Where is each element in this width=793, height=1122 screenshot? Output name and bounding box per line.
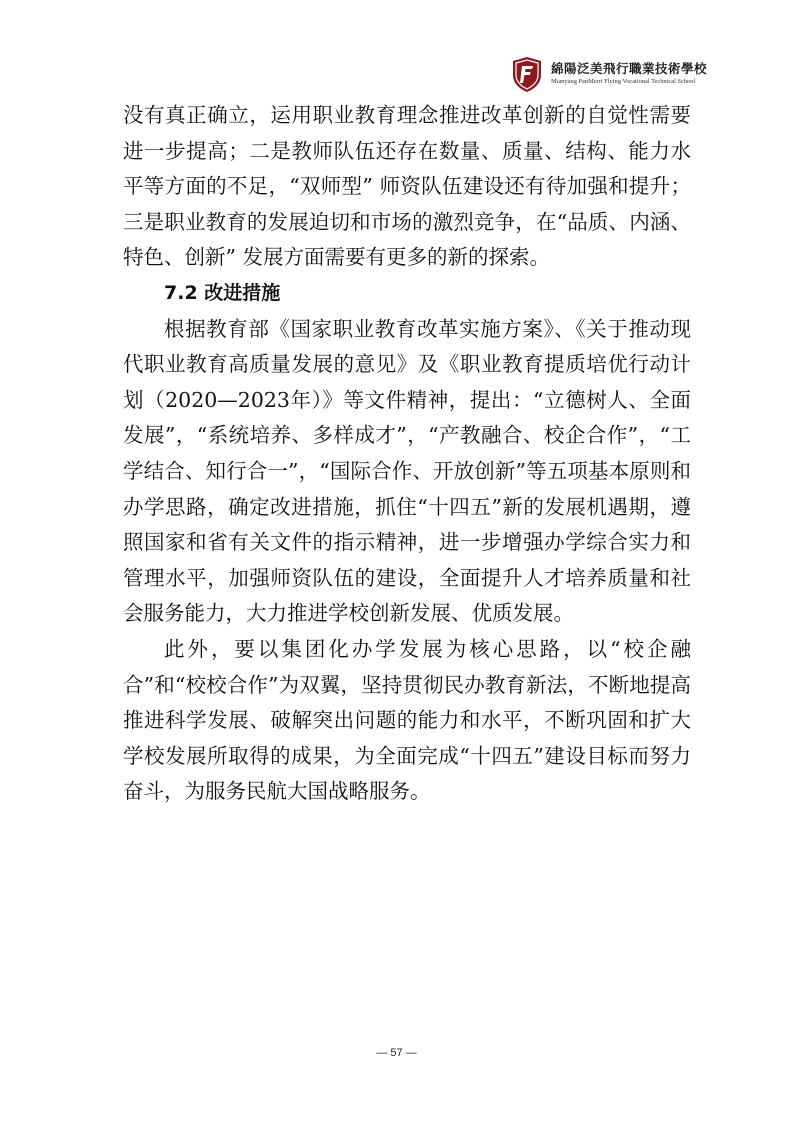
- school-name-en: Mianyang PanMerri Flying Vocational Technical School: [550, 77, 696, 85]
- section-heading: 7.2 改进措施: [164, 281, 281, 304]
- page-number: — 57 —: [376, 1047, 417, 1059]
- paragraph-measures: 根据教育部《国家职业教育改革实施方案》、《关于推动现代职业教育高质量发展的意见》及《职业教育提质培优行动计划（2020—2023年）》等文件精神，提出：“立德树人、全面发展”，“系统培养、多样成才”，“产教融合、校企合作”，“工学结合、知行合一”，“国际合作、开放创新”等五项基本原则和办学思路，确定改进措施，抓住“十四五”新的发展机遇期，遵照国家和省有关文件的指示精神，进一步增强办学综合实力和管理水平，加强师资队伍的建设，全面提升人才培养质量和社会服务能力，大力推进学校创新发展、优质发展。: [123, 316, 691, 626]
- document-body: [123, 98, 691, 810]
- school-name-cn: 綿陽泛美飛行職業技術學校: [550, 61, 707, 77]
- paragraph-additional: 此外，要以集团化办学发展为核心思路，以“校企融合”和“校校合作”为双翼，坚持贯彻民办教育新法，不断地提高推进科学发展、破解突出问题的能力和水平，不断巩固和扩大学校发展所取得的成果，为全面完成“十四五”建设目标而努力奋斗，为服务民航大国战略服务。: [123, 636, 691, 804]
- school-crest-icon: [509, 55, 545, 93]
- paragraph-continuation: 没有真正确立，运用职业教育理念推进改革创新的自觉性需要进一步提高；二是教师队伍还存在数量、质量、结构、能力水平等方面的不足，“双师型” 师资队伍建设还有待加强和提升；三是职业教育的发展迫切和市场的激烈竞争，在“品质、内涵、特色、创新” 发展方面需要有更多的新的探索。: [123, 103, 691, 270]
- page-header: [509, 54, 707, 94]
- school-name: [551, 63, 707, 85]
